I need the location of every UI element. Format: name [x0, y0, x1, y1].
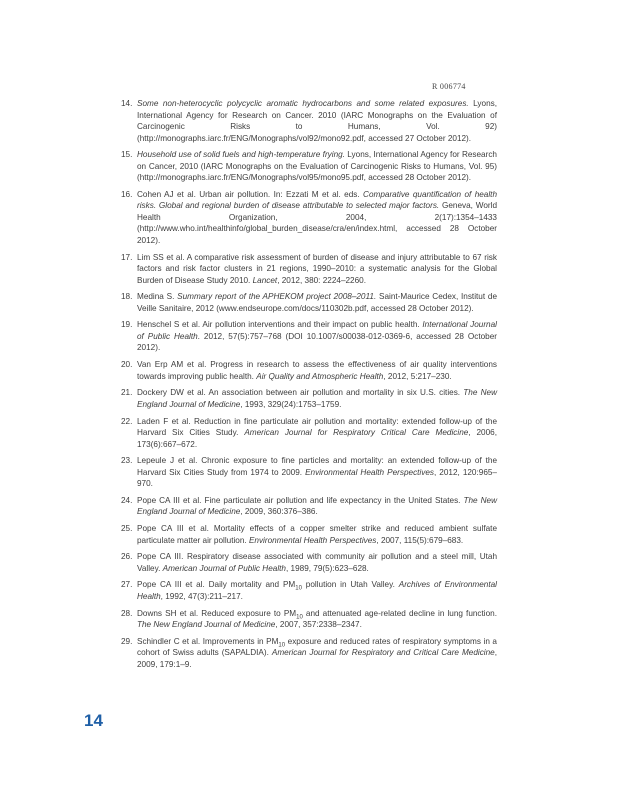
reference-title: Some non-heterocyclic polycyclic aromatic hydrocarbons and some related exposures.: [137, 99, 469, 108]
reference-text: Medina S.: [137, 292, 178, 302]
reference-text: Lepeule J et al. Chronic exposure to fine particles and mortality: an extended follow-up of the Harvard Six Cities Study from 1974 to 2009.: [137, 456, 497, 477]
reference-title: Archives of Environmental Health: [137, 580, 497, 601]
reference-text: Lyons, International Agency for Research on Cancer. 2010 (IARC Monographs on the Evaluation of Carcinogenic Risks to Humans, Vol. 92) (http://monographs.iarc.fr/ENG/Monographs/vol92/mono92.pdf, accessed 27 October 2012).: [137, 99, 497, 143]
reference-text: , 2012, 380: 2224–2260.: [277, 275, 366, 285]
reference-item: [121, 291, 497, 314]
reference-text: Geneva, World Health Organization, 2004, 2(17):1354–1433 (http://www.who.int/healthinfo/global_burden_disease/cra/en/index.html, accessed 28 October 2012).: [137, 201, 497, 245]
reference-text: , 1989, 79(5):623–628.: [285, 563, 369, 573]
reference-number: 15.: [121, 150, 133, 160]
reference-text: Lim SS et al. A comparative risk assessment of burden of disease and injury attributable to 67 risk factors and risk factor clusters in 21 regions, 1990–2010: a systematic analysis for the Global Burden of Disease Study 2010.: [137, 252, 497, 285]
reference-title: American Journal for Respiratory Critical Care Medicine: [244, 428, 469, 437]
reference-title: American Journal of Public Health: [162, 563, 286, 573]
reference-number: 28.: [121, 608, 133, 618]
reference-text: Van Erp AM et al. Progress in research to assess the effectiveness of air quality interventions towards improving public health.: [137, 360, 497, 381]
reference-item: [121, 523, 497, 546]
reference-text: Laden F et al. Reduction in fine particulate air pollution and mortality: extended follow-up of the Harvard Six Cities Study.: [137, 416, 497, 437]
reference-text: Pope CA III et al. Fine particulate air pollution and life expectancy in the United States.: [137, 495, 464, 505]
reference-item: [121, 359, 497, 382]
reference-title: Household use of solid fuels and high-temperature frying.: [137, 150, 345, 160]
reference-text: 10: [296, 614, 303, 621]
reference-title: Air Quality and Atmospheric Health: [256, 371, 384, 381]
reference-title: The New England Journal of Medicine: [137, 388, 498, 409]
reference-text: , 2012, 5:217–230.: [383, 371, 452, 381]
reference-number: 29.: [121, 636, 133, 646]
reference-text: and attenuated age-related decline in lung function.: [302, 608, 497, 618]
reference-text: , 2012, 120:965–970.: [137, 467, 497, 489]
reference-text: Saint-Maurice Cedex, Institut de Veille Sanitaire, 2012 (www.endseurope.com/docs/110302b.pdf, accessed 28 October 2012).: [137, 292, 498, 313]
reference-text: , 2007, 115(5):679–683.: [376, 535, 464, 545]
reference-title: American Journal for Respiratory and Critical Care Medicine: [271, 648, 495, 658]
reference-title: Environmental Health Perspectives: [248, 535, 377, 545]
reference-title: Comparative quantification of health risks. Global and regional burden of disease attributable to selected major factors.: [137, 189, 497, 211]
reference-list: [121, 98, 497, 676]
reference-item: [121, 551, 497, 574]
reference-text: . 2012, 57(5):757–768 (DOI 10.1007/s00038-012-0369-6, accessed 28 October 2012).: [137, 331, 497, 353]
reference-number: 16.: [121, 189, 133, 199]
reference-item: [121, 608, 497, 631]
reference-text: , 2006, 173(6):667–672.: [137, 428, 497, 449]
reference-number: 21.: [121, 388, 133, 398]
reference-item: [121, 319, 497, 354]
reference-title: The New England Journal of Medicine: [137, 495, 497, 517]
reference-text: Pope CA III et al. Mortality effects of a copper smelter strike and reduced ambient sulfate particulate matter air pollution.: [137, 524, 497, 545]
reference-text: , 2009, 179:1–9.: [137, 648, 497, 669]
reference-title: International Journal of Public Health: [137, 320, 497, 341]
reference-text: Downs SH et al. Reduced exposure to PM: [137, 608, 297, 618]
reference-text: exposure and reduced rates of respiratory symptoms in a cohort of Swiss adults (SAPALDIA).: [137, 636, 497, 658]
reference-number: 23.: [121, 456, 133, 466]
reference-text: Cohen AJ et al. Urban air pollution. In: Ezzati M et al. eds.: [137, 189, 364, 199]
reference-item: [121, 579, 497, 602]
document-id: R 006774: [432, 82, 466, 91]
reference-text: Pope CA III. Respiratory disease associated with community air pollution and a steel mill, Utah Valley.: [137, 552, 497, 573]
page-number: 14: [84, 711, 103, 730]
reference-number: 27.: [121, 580, 133, 590]
reference-title: The New England Journal of Medicine: [137, 620, 276, 630]
reference-number: 26.: [121, 552, 133, 562]
reference-text: Lyons, International Agency for Research on Cancer, 2010 (IARC Monographs on the Evaluation of Carcinogenic Risks to Humans, Vol. 95) (http://monographs.iarc.fr/ENG/Monographs/vol95/mono95.pdf, accessed 28 October 2012).: [137, 150, 497, 183]
reference-number: 24.: [121, 495, 133, 505]
reference-text: , 2007, 357:2338–2347.: [275, 620, 362, 630]
reference-title: Lancet: [252, 275, 278, 285]
reference-text: , 1992, 47(3):211–217.: [160, 591, 243, 601]
reference-item: [121, 416, 497, 451]
reference-number: 18.: [121, 292, 133, 302]
reference-item: [121, 149, 497, 184]
reference-item: [121, 189, 497, 247]
reference-number: 22.: [121, 416, 133, 426]
reference-text: Schindler C et al. Improvements in PM: [137, 636, 279, 646]
reference-item: [121, 455, 497, 490]
reference-item: [121, 387, 497, 410]
reference-text: Henschel S et al. Air pollution interventions and their impact on public health.: [137, 320, 423, 330]
reference-title: Environmental Health Perspectives: [305, 467, 434, 477]
reference-item: [121, 252, 497, 287]
reference-number: 14.: [121, 99, 133, 108]
reference-title: Summary report of the APHEKOM project 2008–2011.: [177, 292, 377, 302]
reference-item: [121, 636, 497, 671]
reference-text: 10: [295, 586, 302, 593]
reference-text: pollution in Utah Valley.: [301, 580, 399, 590]
reference-number: 20.: [121, 360, 133, 370]
reference-text: 10: [278, 642, 286, 649]
reference-text: , 2009, 360:376–386.: [240, 507, 318, 517]
reference-number: 17.: [121, 252, 133, 262]
reference-text: , 1993, 329(24):1753–1759.: [240, 399, 342, 409]
reference-item: [121, 495, 497, 518]
reference-number: 25.: [121, 524, 133, 534]
reference-item: [121, 98, 497, 144]
reference-number: 19.: [121, 320, 133, 330]
reference-text: Pope CA III et al. Daily mortality and PM: [137, 580, 296, 590]
reference-text: Dockery DW et al. An association between air pollution and mortality in six U.S. cities.: [137, 388, 464, 398]
